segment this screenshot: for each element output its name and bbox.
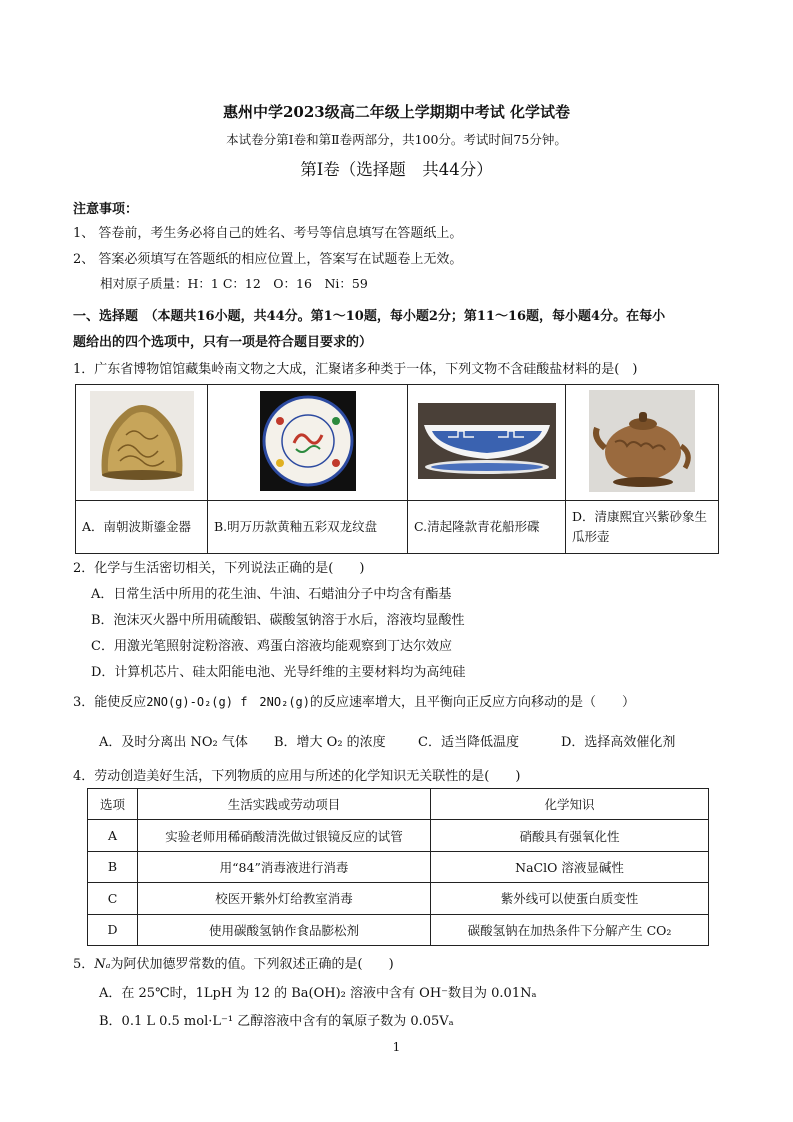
q4-row-d-knowledge: 碳酸氢钠在加热条件下分解产生 CO₂ [431,914,709,945]
table-row [88,914,709,945]
q1-image-cell-a [76,385,208,501]
q4-row-c-practice: 校医开紫外灯给教室消毒 [138,883,431,914]
q3-stem-post: 的反应速率增大，且平衡向正反应方向移动的是（ ） [310,695,636,710]
part1-heading-line1: 一、选择题 （本题共16小题，共44分。第1～10题，每小题2分；第11～16题，每小题4分。在每小 [73,309,666,324]
table-row [88,820,709,851]
zisha-teapot-image [589,390,695,492]
q4-header-option: 选项 [88,789,138,820]
q4-table-header [88,789,709,820]
q4-row-a-knowledge: 硝酸具有强氧化性 [431,820,709,851]
table-row [88,851,709,882]
table-row [88,883,709,914]
q4-header-knowledge: 化学知识 [431,789,709,820]
q1-stem: 1．广东省博物馆馆藏集岭南文物之大成，汇聚诸多种类于一体，下列文物不含硅酸盐材料的是( ) [73,362,638,377]
exam-title: 惠州中学2023级高二年级上学期期中考试 化学试卷 [223,103,570,121]
q1-caption-b: B.明万历款黄釉五彩双龙纹盘 [208,501,408,554]
q5-stem-text: 为阿伏加德罗常数的值。下列叙述正确的是( ) [110,957,394,972]
q4-row-b-option: B [88,851,138,882]
q3-option-d: D．选择高效催化剂 [561,735,676,750]
q3-option-a: A．及时分离出 NO₂ 气体 [99,735,248,750]
dragon-plate-image [260,391,356,491]
q4-row-c-option: C [88,883,138,914]
q4-row-a-practice: 实验老师用稀硝酸清洗做过银镜反应的试管 [138,820,431,851]
q1-caption-d: D．清康熙宜兴紫砂象生瓜形壶 [566,501,719,554]
atomic-mass: 相对原子质量：H：1 C：12 O：16 Ni：59 [100,276,368,291]
q1-caption-c: C.清起隆款青花船形碟 [408,501,566,554]
exam-subtitle: 本试卷分第Ⅰ卷和第Ⅱ卷两部分，共100分。考试时间75分钟。 [226,132,567,147]
q3-stem-pre: 3．能使反应 [73,695,147,710]
part1-heading-line2: 题给出的四个选项中，只有一项是符合题目要求的） [73,335,373,350]
q5-option-b: B．0.1 L 0.5 mol·L⁻¹ 乙醇溶液中含有的氧原子数为 0.05Vₐ [99,1014,454,1029]
q3-option-c: C．适当降低温度 [418,735,519,750]
q2-option-d: D．计算机芯片、硅太阳能电池、光导纤维的主要材料均为高纯硅 [91,665,466,680]
q4-row-b-practice: 用“84”消毒液进行消毒 [138,851,431,882]
page-number: 1 [392,1040,401,1054]
notes-item-1: 1、 答卷前，考生务必将自己的姓名、考号等信息填写在答题纸上。 [73,226,463,241]
q4-row-a-option: A [88,820,138,851]
q1-image-cell-d [566,385,719,501]
q2-option-a: A．日常生活中所用的花生油、牛油、石蜡油分子中均含有酯基 [91,587,452,602]
q5-stem: 5．Nₐ为阿伏加德罗常数的值。下列叙述正确的是( ) [73,957,394,972]
q2-option-c: C．用激光笔照射淀粉溶液、鸡蛋白溶液均能观察到丁达尔效应 [91,639,452,654]
notes-heading: 注意事项： [73,202,139,217]
q5-option-a: A．在 25℃时，1LpH 为 12 的 Ba(OH)₂ 溶液中含有 OH⁻数目为 0.01Nₐ [99,986,537,1001]
q4-row-d-option: D [88,914,138,945]
q3-stem [73,691,635,710]
q4-row-c-knowledge: 紫外线可以使蛋白质变性 [431,883,709,914]
q2-stem: 2．化学与生活密切相关，下列说法正确的是( ) [73,561,365,576]
q4-row-b-knowledge: NaClO 溶液显碱性 [431,851,709,882]
section-title: 第Ⅰ卷（选择题 共44分） [300,160,493,179]
q4-stem: 4．劳动创造美好生活，下列物质的应用与所述的化学知识无关联性的是( ) [73,769,521,784]
q5-na-symbol: Nₐ [94,957,111,972]
q3-option-b: B．增大 O₂ 的浓度 [274,735,386,750]
q1-caption-a: A．南朝波斯鎏金器 [76,501,208,554]
gilded-vessel-image [90,391,194,491]
q4-table [87,788,709,946]
blue-white-boat-dish-image [418,403,556,479]
q1-artifact-table [75,384,719,554]
q2-option-b: B．泡沫灭火器中所用硫酸铝、碳酸氢钠溶于水后，溶液均显酸性 [91,613,465,628]
q1-image-cell-c [408,385,566,501]
q4-row-d-practice: 使用碳酸氢钠作食品膨松剂 [138,914,431,945]
q4-header-practice: 生活实践或劳动项目 [138,789,431,820]
q3-reaction: 2NO(g)-O₂(g) f 2NO₂(g) [146,695,310,709]
q1-image-cell-b [208,385,408,501]
notes-item-2: 2、 答案必须填写在答题纸的相应位置上，答案写在试题卷上无效。 [73,252,463,267]
